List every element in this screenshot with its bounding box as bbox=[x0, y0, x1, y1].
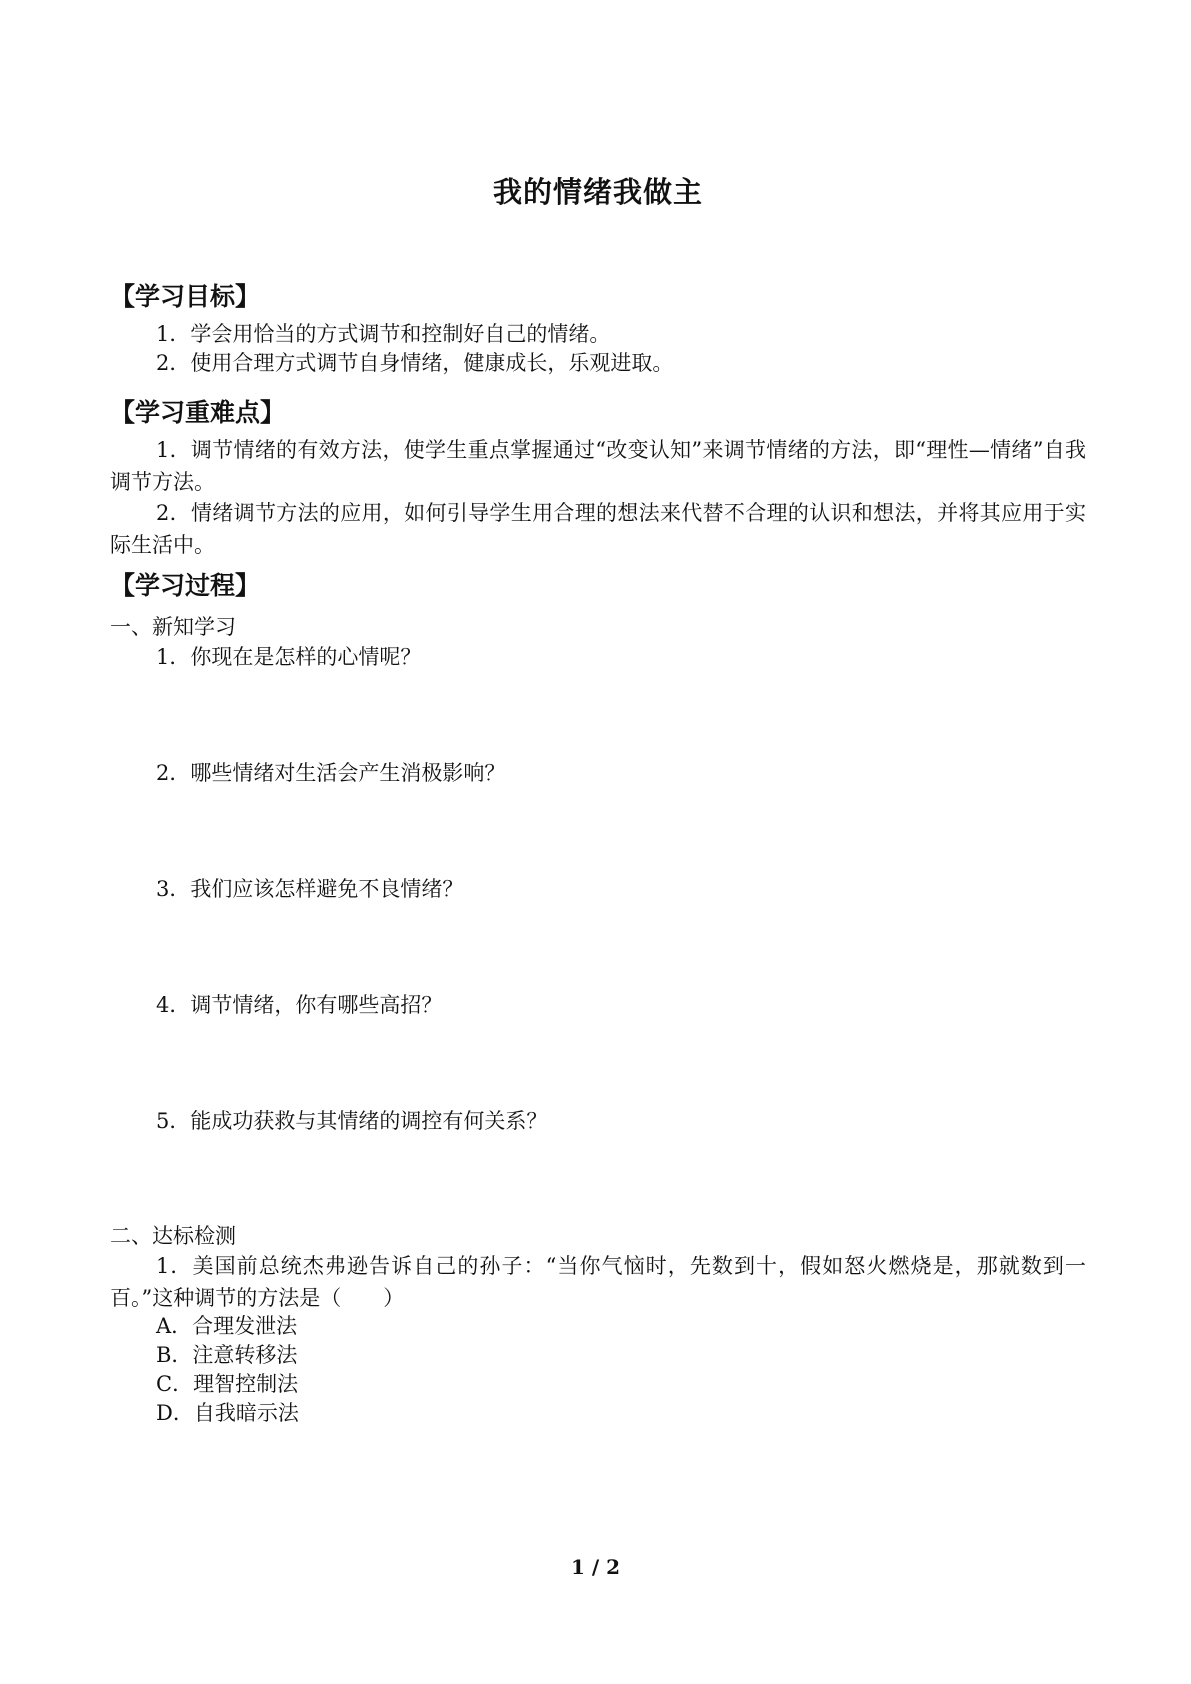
key-points-heading: 【学习重难点】 bbox=[110, 398, 286, 427]
option-item: D．自我暗示法 bbox=[156, 1401, 299, 1425]
question-item: 3．我们应该怎样避免不良情绪？ bbox=[156, 877, 464, 901]
question-item: 1．你现在是怎样的心情呢？ bbox=[156, 645, 422, 669]
test-question: 1．美国前总统杰弗逊告诉自己的孙子：“当你气恼时，先数到十，假如怒火燃烧是，那就数到一百。”这种调节的方法是（ ） bbox=[110, 1254, 1086, 1310]
question-item: 5．能成功获救与其情绪的调控有何关系？ bbox=[156, 1109, 548, 1133]
objective-item: 1．学会用恰当的方式调节和控制好自己的情绪。 bbox=[156, 322, 611, 346]
page-number: 1 / 2 bbox=[570, 1555, 621, 1579]
document-title: 我的情绪我做主 bbox=[492, 175, 703, 209]
question-item: 2．哪些情绪对生活会产生消极影响？ bbox=[156, 761, 506, 785]
question-item: 4．调节情绪，你有哪些高招？ bbox=[156, 993, 443, 1017]
key-point-item: 1．调节情绪的有效方法，使学生重点掌握通过“改变认知”来调节情绪的方法，即“理性—情绪”自我调节方法。 bbox=[110, 438, 1086, 494]
objective-item: 2．使用合理方式调节自身情绪，健康成长，乐观进取。 bbox=[156, 351, 674, 375]
section-title-new-knowledge: 一、新知学习 bbox=[110, 615, 236, 639]
option-item: C．理智控制法 bbox=[156, 1372, 299, 1396]
process-heading: 【学习过程】 bbox=[110, 571, 261, 600]
key-point-item: 2．情绪调节方法的应用，如何引导学生用合理的想法来代替不合理的认识和想法，并将其应用于实际生活中。 bbox=[110, 501, 1086, 557]
objectives-heading: 【学习目标】 bbox=[110, 282, 261, 311]
section-title-test: 二、达标检测 bbox=[110, 1224, 236, 1248]
option-item: B．注意转移法 bbox=[156, 1343, 298, 1367]
option-item: A．合理发泄法 bbox=[156, 1314, 298, 1338]
